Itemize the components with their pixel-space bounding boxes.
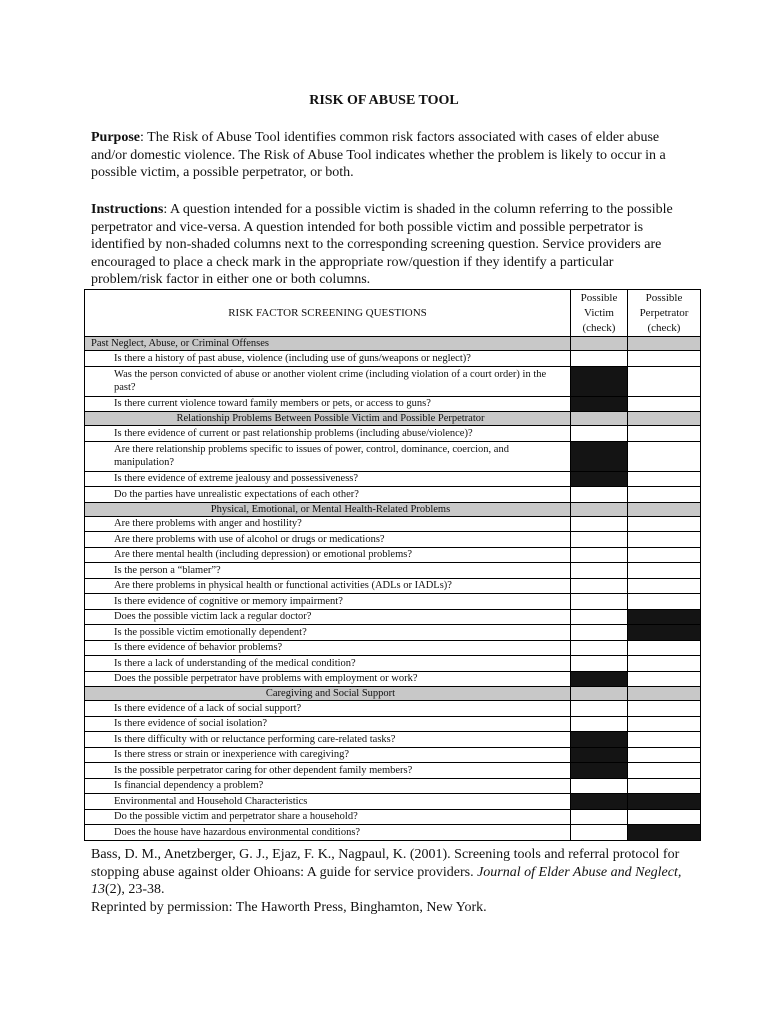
section-header-row (85, 337, 701, 351)
perpetrator-check-cell[interactable] (628, 594, 701, 610)
screening-question: Are there relationship problems specific to issues of power, control, dominance, coercion, and manipulation? (85, 441, 571, 471)
screening-question: Are there problems with use of alcohol or drugs or medications? (85, 532, 571, 548)
victim-check-cell[interactable] (571, 701, 628, 717)
question-row (85, 563, 701, 579)
victim-shaded-cell (571, 671, 628, 687)
document-title: RISK OF ABUSE TOOL (309, 93, 459, 108)
perpetrator-shaded-cell (628, 625, 701, 641)
victim-check-cell[interactable] (571, 825, 628, 841)
question-row (85, 671, 701, 687)
victim-shaded-cell (571, 396, 628, 412)
victim-check-cell[interactable] (571, 563, 628, 579)
screening-question: Does the house have hazardous environmental conditions? (85, 825, 571, 841)
screening-question: Is the person a “blamer”? (85, 563, 571, 579)
perpetrator-check-cell[interactable] (628, 671, 701, 687)
question-row (85, 778, 701, 794)
section-title: Caregiving and Social Support (85, 687, 571, 701)
risk-factor-table (84, 289, 701, 841)
screening-question: Was the person convicted of abuse or another violent crime (including violation of a court order) in the past? (85, 366, 571, 396)
question-row (85, 747, 701, 763)
screening-question: Is there stress or strain or inexperience with caregiving? (85, 747, 571, 763)
victim-cell (571, 337, 628, 351)
perpetrator-check-cell[interactable] (628, 701, 701, 717)
victim-shaded-cell (571, 732, 628, 748)
perpetrator-shaded-cell (628, 794, 701, 810)
question-row (85, 809, 701, 825)
section-title: Relationship Problems Between Possible Victim and Possible Perpetrator (85, 412, 571, 426)
victim-shaded-cell (571, 366, 628, 396)
victim-check-cell[interactable] (571, 516, 628, 532)
perpetrator-check-cell[interactable] (628, 578, 701, 594)
screening-question: Is there a lack of understanding of the medical condition? (85, 656, 571, 672)
perpetrator-check-cell[interactable] (628, 487, 701, 503)
section-header-row (85, 687, 701, 701)
purpose-label: Purpose (91, 130, 140, 145)
section-header-row (85, 502, 701, 516)
section-header-row (85, 412, 701, 426)
section-title: Past Neglect, Abuse, or Criminal Offenses (85, 337, 571, 351)
screening-question: Is the possible perpetrator caring for other dependent family members? (85, 763, 571, 779)
perpetrator-check-cell[interactable] (628, 396, 701, 412)
victim-cell (571, 687, 628, 701)
screening-question: Do the possible victim and perpetrator share a household? (85, 809, 571, 825)
perpetrator-check-cell[interactable] (628, 716, 701, 732)
question-row (85, 396, 701, 412)
victim-cell (571, 502, 628, 516)
perpetrator-check-cell[interactable] (628, 441, 701, 471)
permission-note: Reprinted by permission: The Haworth Press, Binghamton, New York. (91, 899, 487, 915)
perpetrator-check-cell[interactable] (628, 563, 701, 579)
screening-question: Environmental and Household Characteristics (85, 794, 571, 810)
victim-column-header: Possible Victim (check) (571, 290, 628, 337)
screening-question: Are there problems with anger and hostility? (85, 516, 571, 532)
victim-check-cell[interactable] (571, 578, 628, 594)
screening-question: Do the parties have unrealistic expectations of each other? (85, 487, 571, 503)
victim-cell (571, 412, 628, 426)
question-row (85, 441, 701, 471)
question-row (85, 578, 701, 594)
question-row (85, 825, 701, 841)
question-row (85, 351, 701, 367)
victim-shaded-cell (571, 794, 628, 810)
question-row (85, 487, 701, 503)
victim-check-cell[interactable] (571, 809, 628, 825)
question-row (85, 366, 701, 396)
screening-question: Are there problems in physical health or functional activities (ADLs or IADLs)? (85, 578, 571, 594)
instructions-paragraph (91, 201, 681, 289)
victim-check-cell[interactable] (571, 547, 628, 563)
victim-shaded-cell (571, 747, 628, 763)
perpetrator-check-cell[interactable] (628, 471, 701, 487)
instructions-label: Instructions (91, 202, 164, 217)
perpetrator-shaded-cell (628, 609, 701, 625)
question-row (85, 732, 701, 748)
question-row (85, 640, 701, 656)
screening-question: Is there evidence of social isolation? (85, 716, 571, 732)
victim-check-cell[interactable] (571, 351, 628, 367)
question-row (85, 625, 701, 641)
screening-question: Are there mental health (including depression) or emotional problems? (85, 547, 571, 563)
perpetrator-check-cell[interactable] (628, 656, 701, 672)
perpetrator-check-cell[interactable] (628, 516, 701, 532)
victim-check-cell[interactable] (571, 640, 628, 656)
victim-check-cell[interactable] (571, 716, 628, 732)
table-header-row (85, 290, 701, 337)
screening-question: Is there current violence toward family members or pets, or access to guns? (85, 396, 571, 412)
references (91, 846, 691, 916)
perpetrator-check-cell[interactable] (628, 732, 701, 748)
question-column-header: RISK FACTOR SCREENING QUESTIONS (85, 290, 571, 337)
perpetrator-cell (628, 337, 701, 351)
victim-shaded-cell (571, 763, 628, 779)
screening-question: Is the possible victim emotionally dependent? (85, 625, 571, 641)
question-row (85, 547, 701, 563)
question-row (85, 656, 701, 672)
victim-check-cell[interactable] (571, 532, 628, 548)
question-row (85, 426, 701, 442)
question-row (85, 516, 701, 532)
perpetrator-check-cell[interactable] (628, 640, 701, 656)
section-title: Physical, Emotional, or Mental Health-Related Problems (85, 502, 571, 516)
perpetrator-shaded-cell (628, 825, 701, 841)
purpose-text: : The Risk of Abuse Tool identifies common risk factors associated with cases of elder abuse and/or domestic violence. The Risk of Abuse Tool indicates whether the problem is likely to occur in a possible victim, a possible perpetrator, or both. (91, 130, 666, 180)
perpetrator-check-cell[interactable] (628, 809, 701, 825)
screening-question: Is there evidence of cognitive or memory impairment? (85, 594, 571, 610)
question-row (85, 763, 701, 779)
screening-question: Does the possible perpetrator have problems with employment or work? (85, 671, 571, 687)
screening-question: Is financial dependency a problem? (85, 778, 571, 794)
victim-check-cell[interactable] (571, 487, 628, 503)
perpetrator-check-cell[interactable] (628, 426, 701, 442)
victim-check-cell[interactable] (571, 609, 628, 625)
question-row (85, 532, 701, 548)
question-row (85, 701, 701, 717)
instructions-text: : A question intended for a possible victim is shaded in the column referring to the possible perpetrator and vice-versa. A question intended for both possible victim and possible perpetrator is identified by non-shaded columns next to the corresponding screening question. Service providers are encouraged to place a check mark in the appropriate row/question if they identify a particular problem/risk factor in either one or both columns. (91, 202, 673, 287)
victim-check-cell[interactable] (571, 625, 628, 641)
perpetrator-cell (628, 687, 701, 701)
perpetrator-column-header: Possible Perpetrator (check) (628, 290, 701, 337)
victim-shaded-cell (571, 471, 628, 487)
question-row (85, 594, 701, 610)
question-row (85, 609, 701, 625)
perpetrator-cell (628, 412, 701, 426)
perpetrator-check-cell[interactable] (628, 778, 701, 794)
victim-check-cell[interactable] (571, 656, 628, 672)
screening-question: Is there a history of past abuse, violence (including use of guns/weapons or neglect)? (85, 351, 571, 367)
question-row (85, 471, 701, 487)
question-row (85, 716, 701, 732)
screening-question: Is there evidence of a lack of social support? (85, 701, 571, 717)
perpetrator-check-cell[interactable] (628, 747, 701, 763)
perpetrator-check-cell[interactable] (628, 547, 701, 563)
citation-journal: Journal of Elder Abuse and Neglect, 13 (91, 864, 682, 897)
perpetrator-check-cell[interactable] (628, 366, 701, 396)
victim-shaded-cell (571, 441, 628, 471)
screening-question: Is there evidence of current or past relationship problems (including abuse/violence)? (85, 426, 571, 442)
perpetrator-check-cell[interactable] (628, 532, 701, 548)
perpetrator-check-cell[interactable] (628, 763, 701, 779)
victim-check-cell[interactable] (571, 426, 628, 442)
screening-question: Does the possible victim lack a regular doctor? (85, 609, 571, 625)
purpose-paragraph (91, 129, 681, 182)
screening-question: Is there evidence of behavior problems? (85, 640, 571, 656)
screening-question: Is there evidence of extreme jealousy and possessiveness? (85, 471, 571, 487)
perpetrator-cell (628, 502, 701, 516)
victim-check-cell[interactable] (571, 594, 628, 610)
screening-question: Is there difficulty with or reluctance performing care-related tasks? (85, 732, 571, 748)
victim-check-cell[interactable] (571, 778, 628, 794)
perpetrator-check-cell[interactable] (628, 351, 701, 367)
citation: Bass, D. M., Anetzberger, G. J., Ejaz, F. K., Nagpaul, K. (2001). Screening tools and referral protocol for stopping abuse against older Ohioans: A guide for service providers. Journal of Elder Abuse and Neglect, 13(2), 23-38. (91, 847, 682, 897)
question-row (85, 794, 701, 810)
